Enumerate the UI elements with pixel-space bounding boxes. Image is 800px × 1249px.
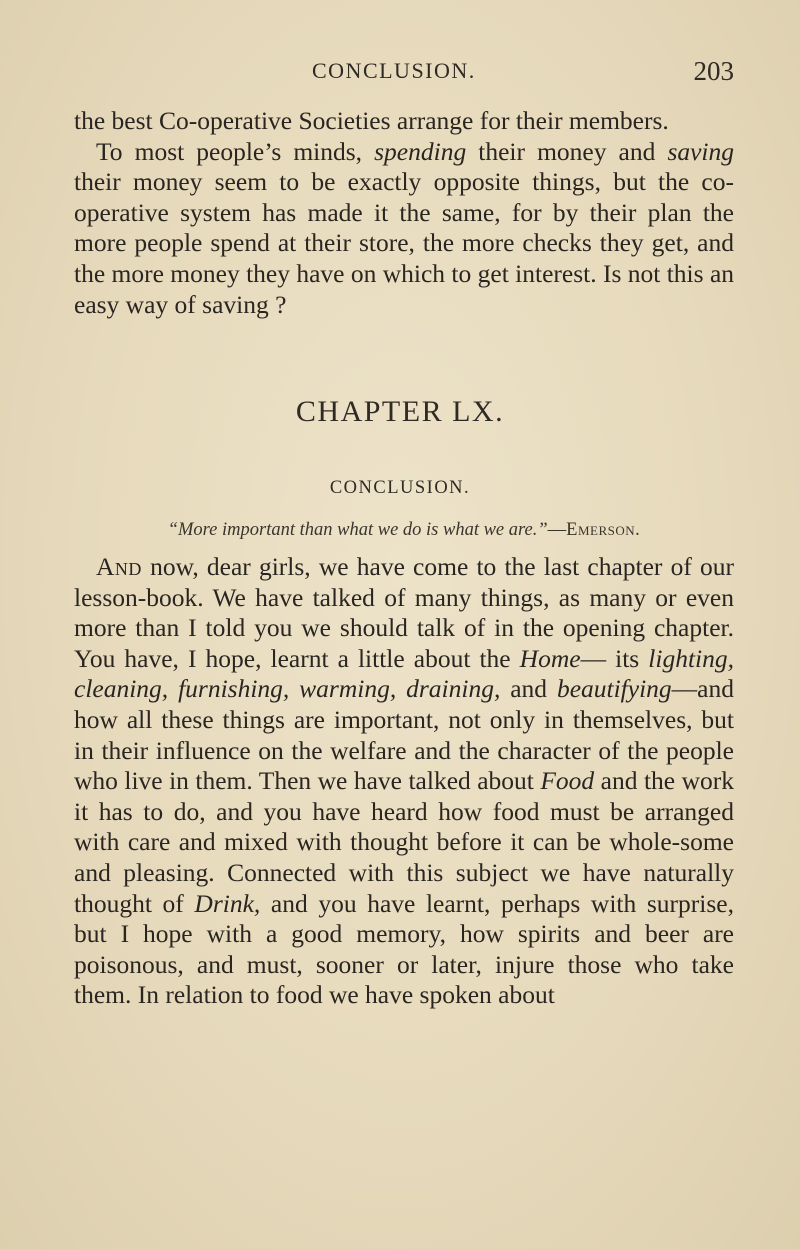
paragraph-saving <box>74 137 734 321</box>
chapter-heading: CHAPTER LX. <box>295 395 505 428</box>
text-run: their money seem to be exactly opposite things, but the co-operative system has made it the same, for by their plan the more people spend at their store, the more checks they get, and the more money they have on which to get interest. Is not this an easy way of saving ? <box>74 167 735 319</box>
text-run: To most people’s minds, <box>96 136 375 166</box>
chapter-subtitle: CONCLUSION. <box>329 478 471 498</box>
running-title: CONCLUSION. <box>312 58 476 83</box>
emphasis-home: Home <box>519 643 581 673</box>
text-run: — its <box>580 643 649 673</box>
emphasis-beautifying: beautifying <box>556 674 672 704</box>
top-text-block <box>74 106 734 320</box>
paragraph-conclusion <box>74 552 734 1011</box>
emphasis-list: lighting, cleaning, furnishing, warming, draining, <box>74 643 734 704</box>
text-run: and you have learnt, perhaps with surprise, but I hope with a good memory, how spirits and beer are poisonous, and must, sooner or later, injure those who take them. In relation to food we have spoken about <box>74 888 734 1010</box>
text-run: their money and <box>466 136 668 166</box>
epigraph <box>74 520 734 541</box>
paragraph-continued: the best Co-operative Societies arrange for their members. <box>74 106 669 135</box>
emphasis-spending: spending <box>374 136 467 166</box>
text-run: —and how all these things are important, not only in themselves, but in their influence on the welfare and the character of the people who live in them. Then we have talked about <box>74 674 734 796</box>
text-run: now, dear girls, we have come to the last chapter of our lesson-book. We have talked of many things, as many or even more than I told you we should talk of in the opening chapter. You have, I hope, learnt a little about the <box>74 552 734 673</box>
emphasis-food: Food <box>540 766 595 796</box>
text-run: and <box>500 674 557 704</box>
lead-word: And <box>96 552 142 581</box>
epigraph-dash: — <box>547 520 567 540</box>
page-number: 203 <box>693 56 734 86</box>
emphasis-saving: saving <box>667 136 735 166</box>
epigraph-author: Emerson. <box>566 520 641 540</box>
epigraph-quote: “More important than what we do is what we are.” <box>167 520 548 540</box>
emphasis-drink: Drink, <box>194 888 261 918</box>
chapter-body <box>74 552 734 1011</box>
text-run: and the work it has to do, and you have heard how food must be arranged with care and mixed with thought before it can be whole-some and pleasing. Connected with this subject we have naturally thought of <box>74 766 734 918</box>
running-head <box>276 58 734 88</box>
